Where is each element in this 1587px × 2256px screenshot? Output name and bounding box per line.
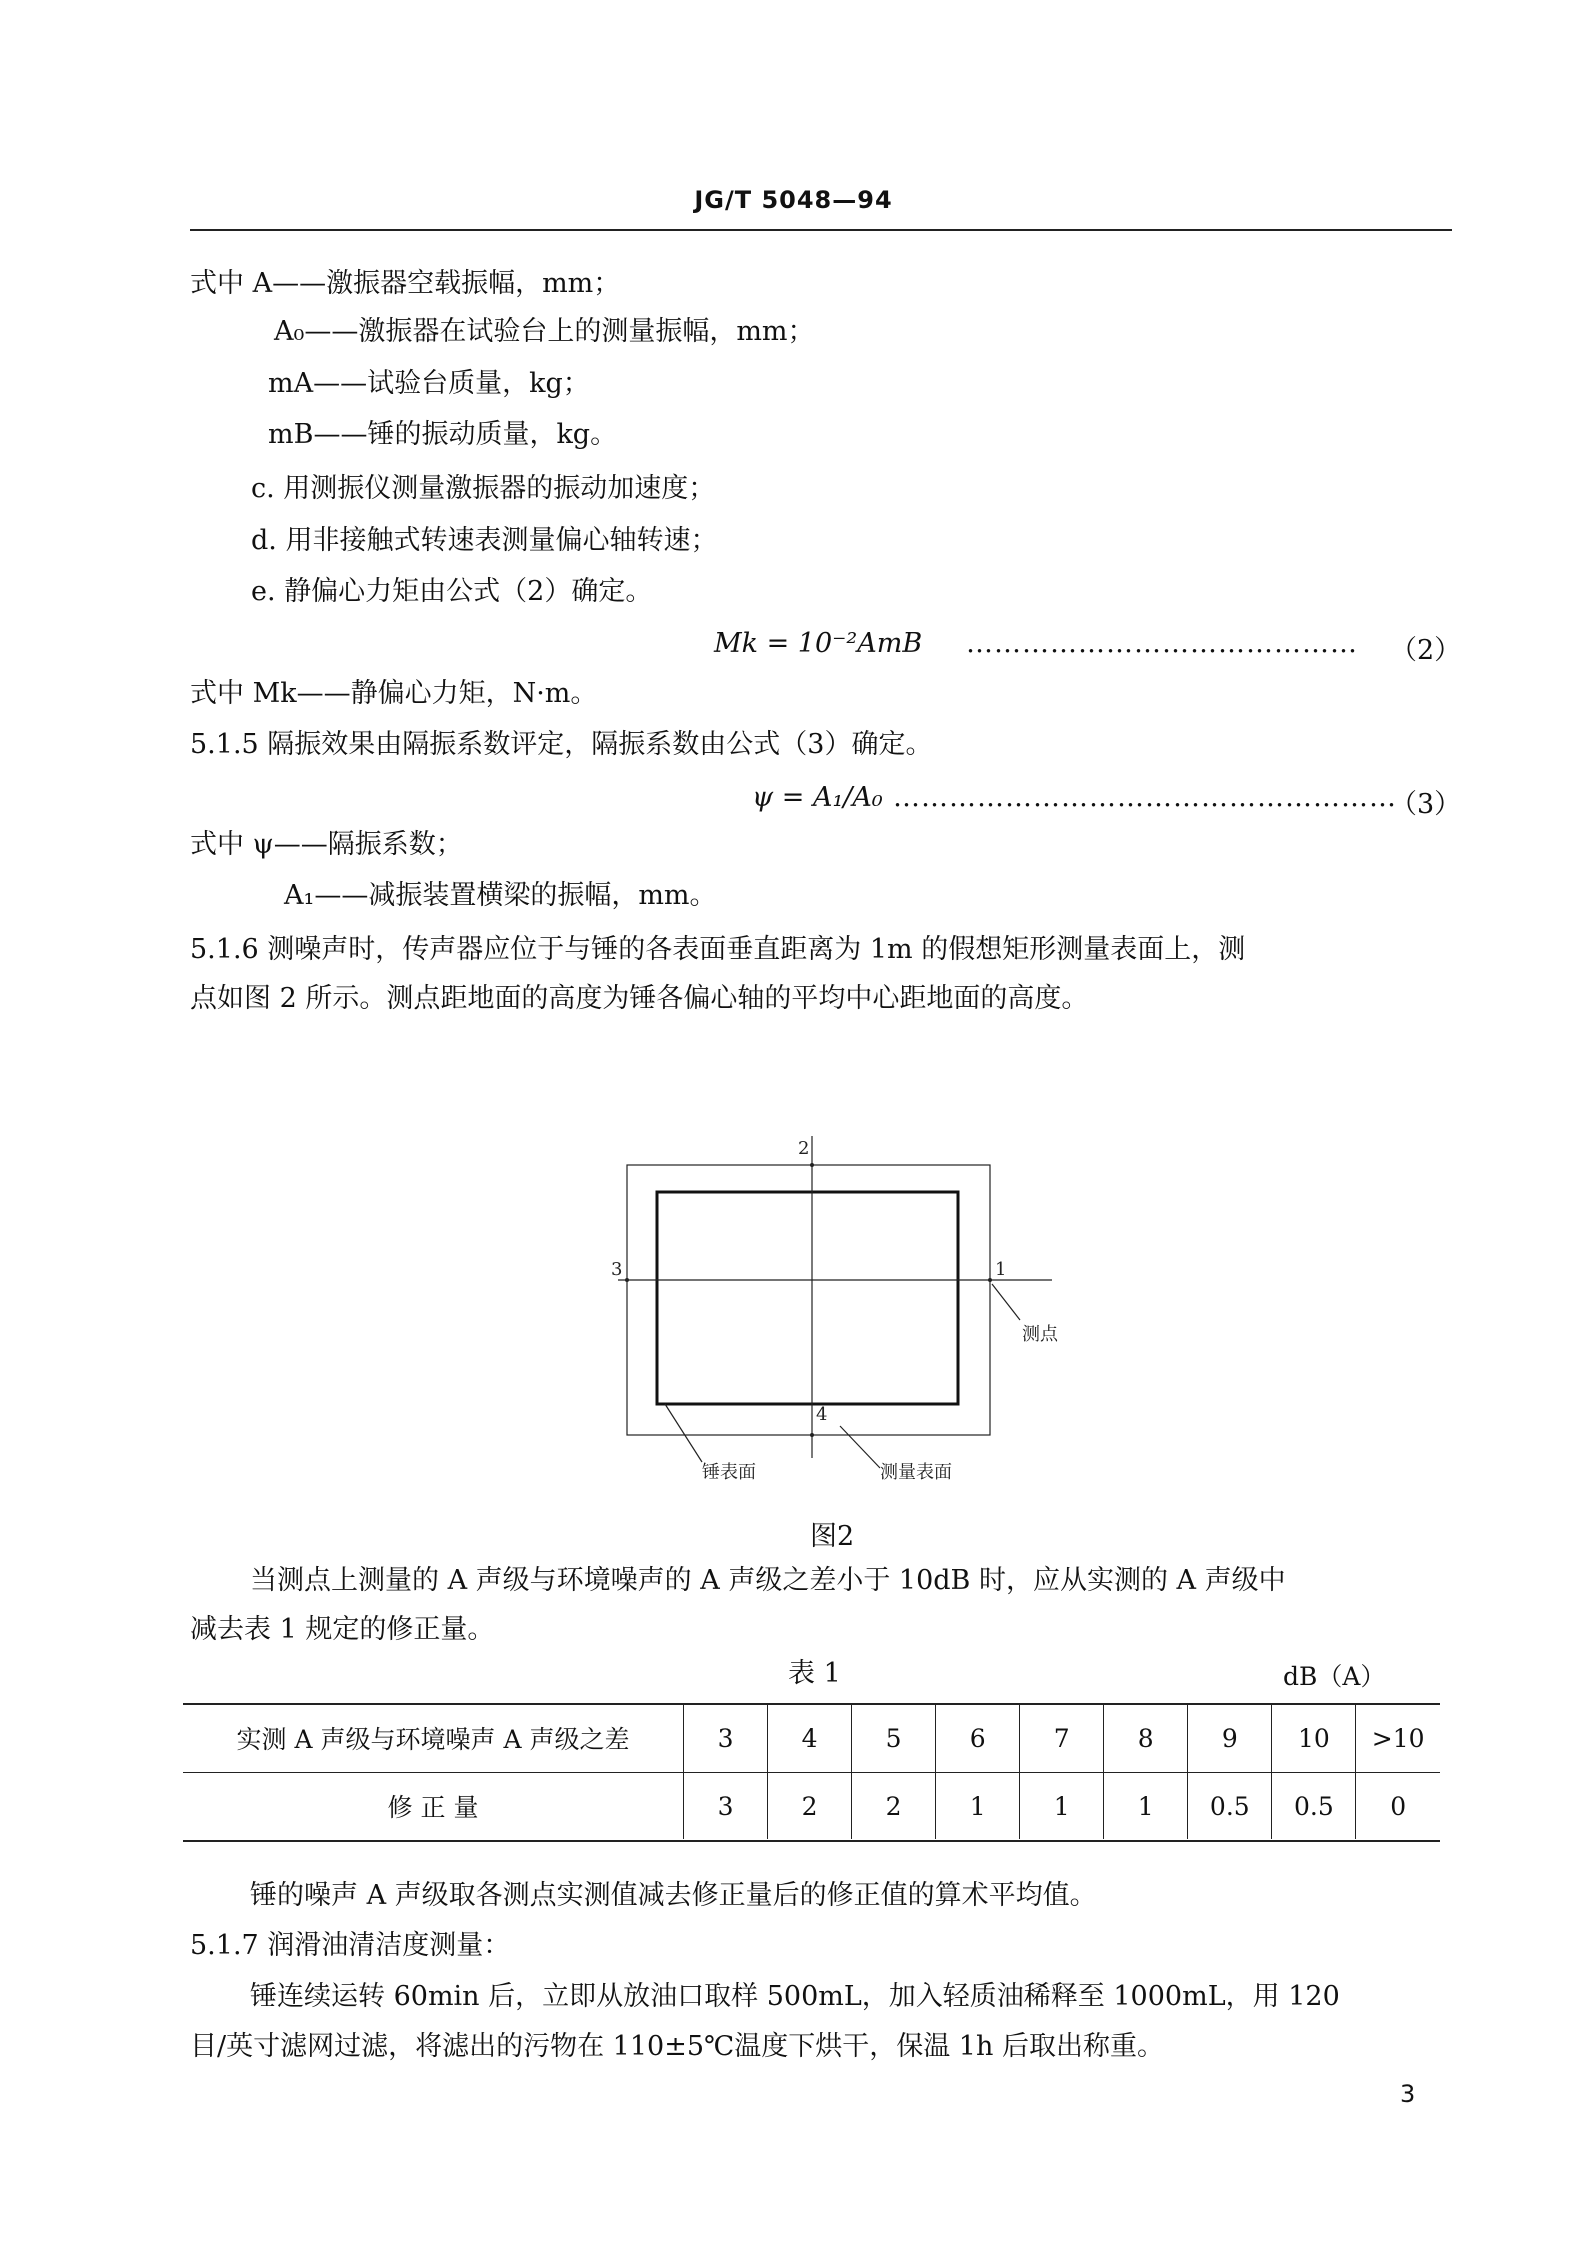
table-cell: 1 [936, 1773, 1020, 1840]
figure-caption: 图2 [810, 1521, 855, 1552]
text-line: 减去表 1 规定的修正量。 [190, 1614, 495, 1645]
table-cell: >10 [1356, 1704, 1440, 1773]
table-cell: 0.5 [1272, 1773, 1356, 1840]
equation-dots: ……………………………………………… [893, 782, 1397, 813]
measuring-point-3 [625, 1278, 629, 1282]
label-hammer-surface: 锤表面 [702, 1462, 756, 1483]
point-label-2: 2 [798, 1138, 810, 1159]
text-line: 式中 Mk——静偏心力矩，N·m。 [190, 678, 598, 709]
list-item: c. 用测振仪测量激振器的振动加速度； [251, 473, 716, 504]
table-bottom-rule [183, 1840, 1440, 1842]
text-line: 锤的噪声 A 声级取各测点实测值减去修正量后的修正值的算术平均值。 [250, 1880, 1097, 1911]
figure-2-diagram [590, 1120, 1120, 1490]
leader-line [992, 1284, 1020, 1320]
text-line: A₀——激振器在试验台上的测量振幅，mm； [274, 316, 815, 347]
section-5-1-7: 5.1.7 润滑油清洁度测量： [190, 1930, 511, 1961]
table-cell: 5 [852, 1704, 936, 1773]
text-line: 式中 A——激振器空载振幅，mm； [190, 268, 621, 299]
point-label-4: 4 [816, 1404, 828, 1425]
list-item: e. 静偏心力矩由公式（2）确定。 [251, 576, 653, 607]
table-cell: 8 [1104, 1704, 1188, 1773]
measuring-point-2 [810, 1163, 814, 1167]
equation-dots: …………………………………… [966, 628, 1358, 659]
equation-number: （2） [1390, 635, 1462, 666]
table-cell: 7 [1020, 1704, 1104, 1773]
page-header: JG/T 5048—94 [694, 186, 893, 214]
table-cell: 6 [936, 1704, 1020, 1773]
label-measurement-surface: 测量表面 [880, 1462, 952, 1483]
measurement-surface [627, 1165, 990, 1435]
measuring-point-1 [988, 1278, 992, 1282]
table-row [183, 1773, 1440, 1840]
table-cell: 2 [768, 1773, 852, 1840]
text-line: 式中 ψ——隔振系数； [190, 829, 463, 860]
page-number: 3 [1400, 2080, 1416, 2108]
table-cell: 9 [1188, 1704, 1272, 1773]
row-header: 实测 A 声级与环境噪声 A 声级之差 [183, 1704, 684, 1773]
equation-2: Mk = 10⁻²AmB [714, 628, 923, 659]
leader-line [665, 1404, 702, 1462]
label-measuring-point: 测点 [1022, 1324, 1058, 1345]
text-line: 目/英寸滤网过滤，将滤出的污物在 110±5℃温度下烘干，保温 1h 后取出称重。 [190, 2031, 1164, 2062]
section-5-1-6: 5.1.6 测噪声时，传声器应位于与锤的各表面垂直距离为 1m 的假想矩形测量表面上，测 [190, 934, 1246, 965]
table-cell: 0 [1356, 1773, 1440, 1840]
leader-line [840, 1426, 880, 1468]
table-cell: 3 [684, 1773, 768, 1840]
table-cell: 1 [1104, 1773, 1188, 1840]
equation-3: ψ = A₁/A₀ [752, 782, 883, 813]
table-cell: 0.5 [1188, 1773, 1272, 1840]
table-title: 表 1 [788, 1658, 841, 1689]
header-rule [190, 229, 1452, 231]
row-header: 修 正 量 [387, 1793, 479, 1822]
text-line: 锤连续运转 60min 后，立即从放油口取样 500mL，加入轻质油稀释至 1000mL，用 120 [250, 1981, 1340, 2012]
table-cell: 4 [768, 1704, 852, 1773]
table-cell: 2 [852, 1773, 936, 1840]
table-cell: 1 [1020, 1773, 1104, 1840]
table-cell: 3 [684, 1704, 768, 1773]
hammer-surface [657, 1192, 958, 1404]
text-line: mA——试验台质量，kg； [268, 368, 590, 399]
table-row [183, 1704, 1440, 1773]
table-unit: dB（A） [1283, 1662, 1386, 1691]
point-label-1: 1 [995, 1259, 1007, 1280]
section-5-1-5: 5.1.5 隔振效果由隔振系数评定，隔振系数由公式（3）确定。 [190, 729, 933, 760]
equation-number: （3） [1390, 789, 1462, 820]
list-item: d. 用非接触式转速表测量偏心轴转速； [251, 525, 718, 556]
text-line: 当测点上测量的 A 声级与环境噪声的 A 声级之差小于 10dB 时，应从实测的 A 声级中 [250, 1565, 1286, 1596]
point-label-3: 3 [611, 1259, 623, 1280]
measuring-point-4 [810, 1433, 814, 1437]
text-line: 点如图 2 所示。测点距地面的高度为锤各偏心轴的平均中心距地面的高度。 [190, 983, 1089, 1014]
table-cell: 10 [1272, 1704, 1356, 1773]
text-line: A₁——减振装置横梁的振幅，mm。 [284, 880, 717, 911]
table-1 [183, 1704, 1440, 1839]
text-line: mB——锤的振动质量，kg。 [268, 419, 618, 450]
